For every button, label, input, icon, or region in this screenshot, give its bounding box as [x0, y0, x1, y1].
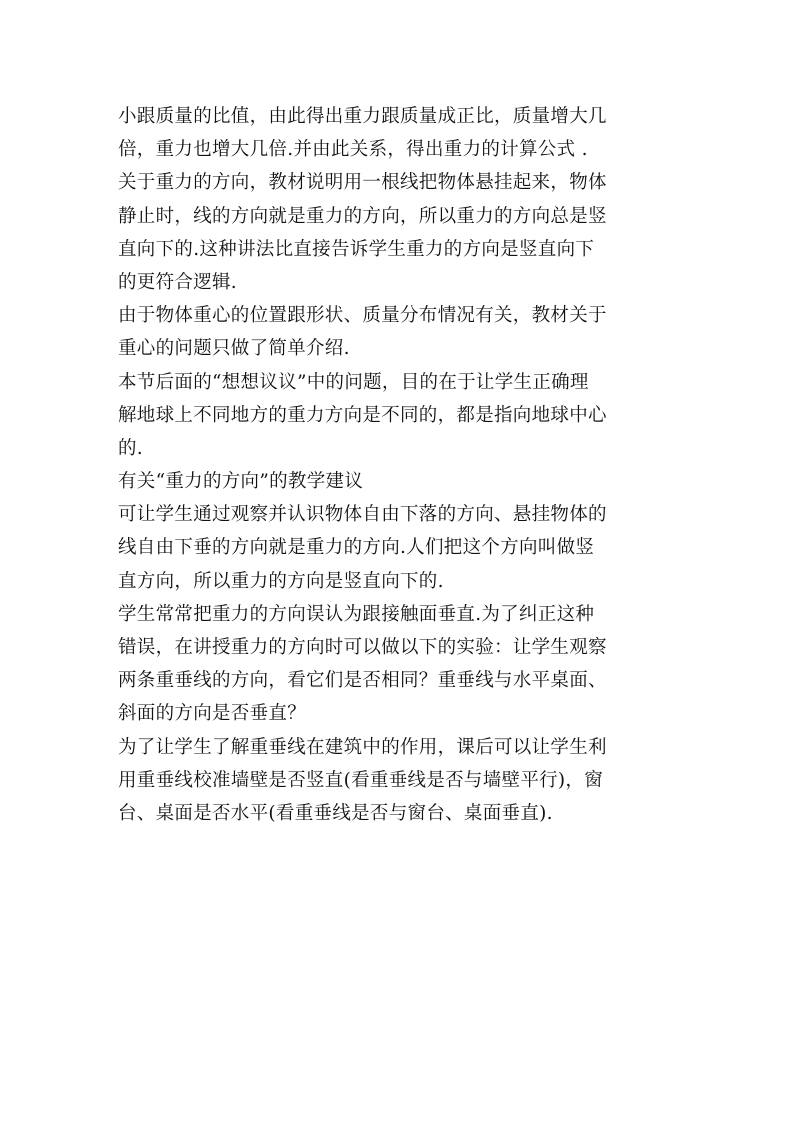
text-line: 的更符合逻辑.: [118, 271, 237, 293]
text-line: 直向下的.这种讲法比直接告诉学生重力的方向是竖直向下: [118, 238, 595, 260]
text-line: 的.: [118, 437, 143, 459]
text-line: 直方向，所以重力的方向是竖直向下的.: [118, 570, 444, 592]
body-text: [118, 100, 678, 830]
text-line: 线自由下垂的方向就是重力的方向.人们把这个方向叫做竖: [118, 537, 595, 559]
text-line: 可让学生通过观察并认识物体自由下落的方向、悬挂物体的: [118, 504, 607, 526]
text-line: 学生常常把重力的方向误认为跟接触面垂直.为了纠正这种: [118, 603, 595, 625]
text-line: 解地球上不同地方的重力方向是不同的，都是指向地球中心: [118, 404, 607, 426]
text-line: 错误，在讲授重力的方向时可以做以下的实验：让学生观察: [118, 637, 607, 658]
text-line: 由于物体重心的位置跟形状、质量分布情况有关，教材关于: [118, 305, 607, 327]
text-line: 重心的问题只做了简单介绍.: [118, 338, 350, 360]
text-line: 倍，重力也增大几倍.并由此关系，得出重力的计算公式 .: [118, 139, 588, 161]
text-line: 台、桌面是否水平(看重垂线是否与窗台、桌面垂直).: [118, 802, 553, 824]
text-line: 为了让学生了解重垂线在建筑中的作用，课后可以让学生利: [118, 736, 607, 758]
text-line: 两条重垂线的方向，看它们是否相同？重垂线与水平桌面、: [118, 670, 607, 692]
text-line: 本节后面的“想想议议”中的问题，目的在于让学生正确理: [118, 371, 589, 393]
text-line: 静止时，线的方向就是重力的方向，所以重力的方向总是竖: [118, 205, 607, 227]
text-line: 用重垂线校准墙壁是否竖直(看重垂线是否与墙壁平行)，窗: [118, 769, 604, 791]
text-line: 关于重力的方向，教材说明用一根线把物体悬挂起来，物体: [118, 172, 607, 194]
text-line: 小跟质量的比值，由此得出重力跟质量成正比，质量增大几: [118, 106, 607, 127]
text-line: 斜面的方向是否垂直？: [118, 703, 307, 725]
section-heading: 有关“重力的方向”的教学建议: [118, 471, 364, 493]
